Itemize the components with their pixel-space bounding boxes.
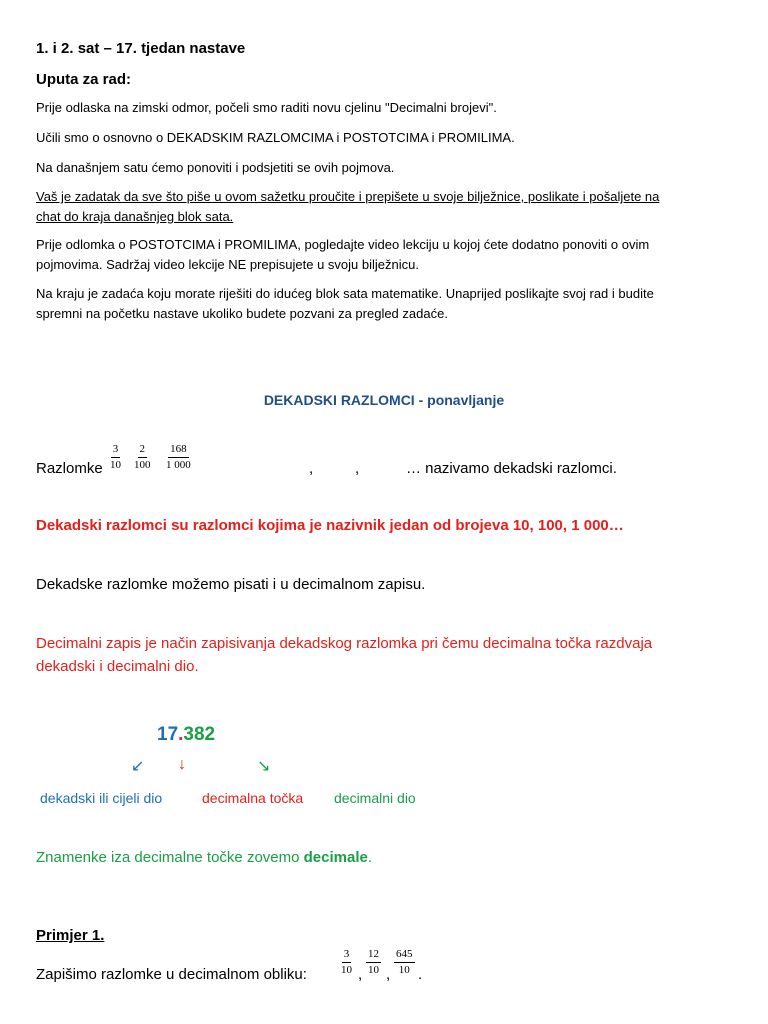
- fraction-denominator: 10: [110, 459, 121, 471]
- section-title: DEKADSKI RAZLOMCI - ponavljanje: [263, 392, 505, 408]
- decimal-note: Dekadske razlomke možemo pisati i u decimalnom zapisu.: [36, 576, 426, 593]
- fraction-numerator: 645: [394, 948, 415, 963]
- fraction-numerator: 3: [111, 443, 121, 458]
- fraction-numerator: 3: [342, 948, 352, 963]
- intro-label: Razlomke: [36, 460, 103, 477]
- instruction-paragraph-1: Prije odlaska na zimski odmor, počeli smo raditi novu cjelinu "Decimalni brojevi".: [36, 100, 497, 115]
- fraction-2-100: [132, 443, 153, 472]
- fraction-separator: ,: [358, 966, 363, 983]
- fraction-168-1000: [164, 443, 193, 472]
- decimal-definition-line-2: dekadski i decimalni dio.: [36, 658, 199, 675]
- fraction-numerator: 12: [366, 948, 381, 963]
- instruction-paragraph-5-line-1: Prije odlomka o POSTOTCIMA i PROMILIMA, pogledajte video lekciju u kojoj ćete dodatno ponoviti o ovim: [36, 237, 650, 252]
- fraction-numerator: 2: [138, 443, 148, 458]
- instruction-paragraph-4-line-2: chat do kraja današnjeg blok sata.: [36, 209, 234, 224]
- decimal-point: .: [178, 724, 184, 745]
- fraction-denominator: 10: [368, 964, 379, 976]
- intro-tail: … nazivamo dekadski razlomci.: [406, 460, 617, 477]
- label-decimal-part: decimalni dio: [334, 790, 416, 806]
- comma-separator: ,: [309, 460, 314, 477]
- fraction-denominator: 1 000: [166, 459, 191, 471]
- example-number: [157, 724, 215, 746]
- example-text: Zapišimo razlomke u decimalnom obliku:: [36, 966, 307, 983]
- fraction-3-10: [108, 443, 123, 472]
- fraction-numerator: 168: [168, 443, 189, 458]
- comma-separator: ,: [355, 460, 360, 477]
- instruction-paragraph-5-line-2: pojmovima. Sadržaj video lekcije NE prepisujete u svoju bilježnicu.: [36, 257, 419, 272]
- label-whole-part: dekadski ili cijeli dio: [40, 790, 163, 806]
- instruction-paragraph-4-line-1: Vaš je zadatak da sve što piše u ovom sažetku proučite i prepišete u svoje bilježnice, poslikate i pošaljete na: [36, 189, 660, 204]
- decimals-sentence-prefix: Znamenke iza decimalne točke zovemo: [36, 849, 304, 866]
- fraction-denominator: 100: [134, 459, 151, 471]
- arrow-down-right-icon: ↘: [257, 758, 271, 775]
- decimals-sentence-suffix: .: [367, 849, 373, 866]
- example-fraction-3-10: [339, 948, 354, 977]
- instruction-paragraph-6-line-1: Na kraju je zadaća koju morate riješiti do idućeg blok sata matematike. Unaprijed poslikajte svoj rad i budite: [36, 286, 654, 301]
- decimal-part: 382: [183, 724, 216, 745]
- instruction-paragraph-6-line-2: spremni na početku nastave ukoliko budete pozvani za pregled zadaće.: [36, 306, 448, 321]
- arrow-down-icon: ↓: [178, 756, 186, 773]
- whole-part: 17: [157, 724, 179, 745]
- decimals-sentence: [36, 849, 372, 866]
- fraction-denominator: 10: [341, 964, 352, 976]
- lesson-title: 1. i 2. sat – 17. tjedan nastave: [36, 40, 246, 57]
- instruction-paragraph-3: Na današnjem satu ćemo ponoviti i podsjetiti se ovih pojmova.: [36, 160, 395, 175]
- example-fraction-645-10: [394, 948, 415, 977]
- definition-text: Dekadski razlomci su razlomci kojima je nazivnik jedan od brojeva 10, 100, 1 000…: [36, 517, 624, 534]
- fraction-separator: ,: [386, 966, 391, 983]
- fraction-denominator: 10: [398, 964, 410, 976]
- label-decimal-point: decimalna točka: [202, 790, 304, 806]
- fraction-separator: .: [418, 966, 423, 983]
- example-heading: Primjer 1.: [36, 927, 105, 944]
- instruction-paragraph-2: Učili smo o osnovno o DEKADSKIM RAZLOMCIMA i POSTOTCIMA i PROMILIMA.: [36, 130, 515, 145]
- example-fraction-12-10: [366, 948, 381, 977]
- decimal-definition-line-1: Decimalni zapis je način zapisivanja dekadskog razlomka pri čemu decimalna točka razdvaja: [36, 635, 653, 652]
- decimals-term: decimale: [303, 849, 368, 866]
- instructions-heading: Uputa za rad:: [36, 71, 132, 88]
- arrow-down-left-icon: ↙: [131, 758, 145, 775]
